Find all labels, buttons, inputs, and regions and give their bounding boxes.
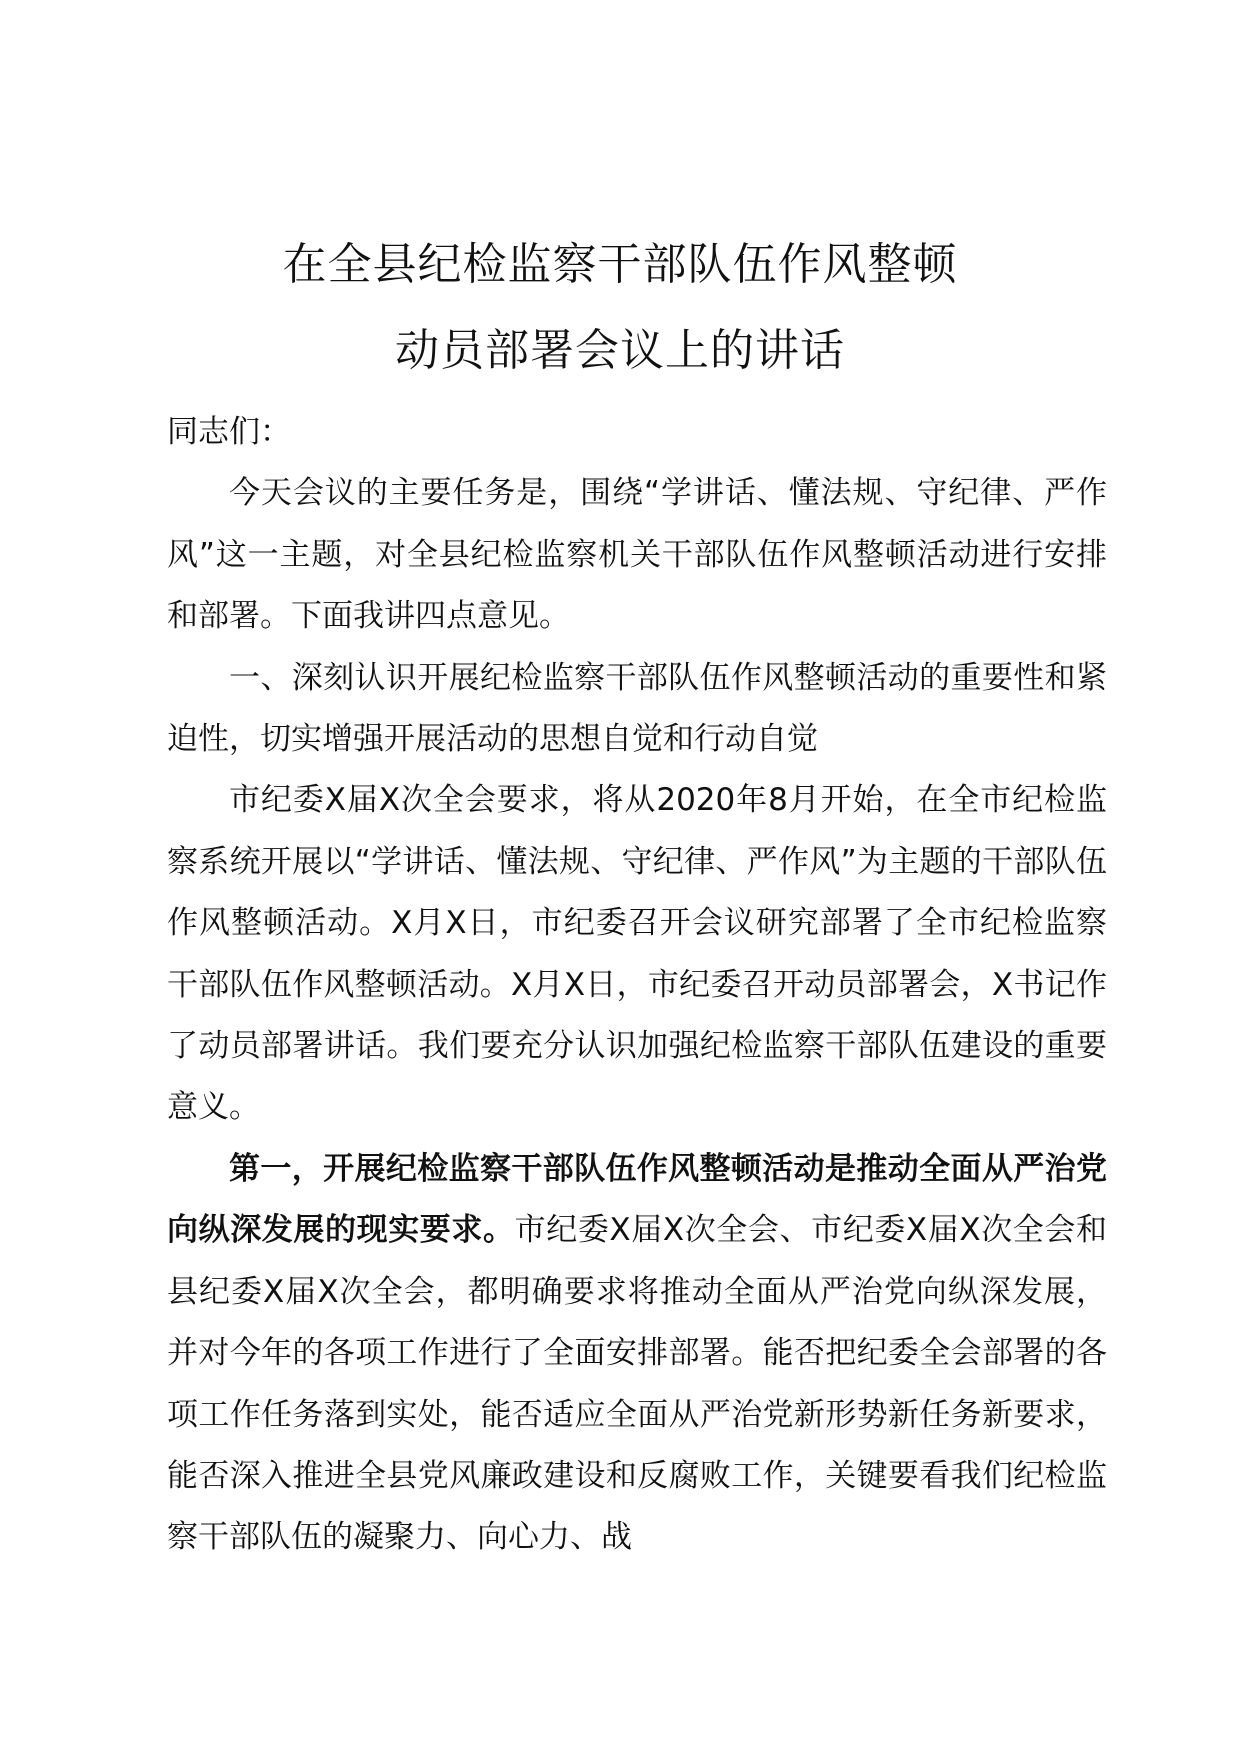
title-line-2: 动员部署会议上的讲话 bbox=[395, 325, 845, 376]
paragraph-background: 市纪委X届X次全会要求，将从2020年8月开始，在全市纪检监察系统开展以“学讲话、懂法规、守纪律、严作风”为主题的干部队伍作风整顿活动。X月X日，市纪委召开会议研究部署了全市纪检监察干部队伍作风整顿活动。X月X日，市纪委召开动员部署会，X书记作了动员部署讲话。我们要充分认识加强纪检监察干部队伍建设的重要意义。 bbox=[167, 782, 1107, 1126]
document-body bbox=[167, 402, 1107, 1569]
point-1-lead: 第一，开展纪检监察干部队伍作风整顿活动是推动全面从严治党向纵深发展的现实要求。 bbox=[167, 1150, 1107, 1249]
document-title bbox=[0, 222, 1240, 394]
paragraph-point-1 bbox=[167, 1139, 1107, 1569]
point-1-body: 市纪委X届X次全会、市纪委X届X次全会和县纪委X届X次全会，都明确要求将推动全面从严治党向纵深发展，并对今年的各项工作进行了全面安排部署。能否把纪委全会部署的各项工作任务落到实处，能否适应全面从严治党新形势新任务新要求，能否深入推进全县党风廉政建设和反腐败工作，关键要看我们纪检监察干部队伍的凝聚力、向心力、战 bbox=[167, 1212, 1108, 1556]
section-heading-1: 一、深刻认识开展纪检监察干部队伍作风整顿活动的重要性和紧迫性，切实增强开展活动的思想自觉和行动自觉 bbox=[167, 659, 1107, 758]
greeting: 同志们： bbox=[167, 414, 291, 450]
paragraph-intro: 今天会议的主要任务是，围绕“学讲话、懂法规、守纪律、严作风”这一主题，对全县纪检监察机关干部队伍作风整顿活动进行安排和部署。下面我讲四点意见。 bbox=[167, 475, 1107, 635]
title-line-1: 在全县纪检监察干部队伍作风整顿 bbox=[282, 239, 958, 290]
